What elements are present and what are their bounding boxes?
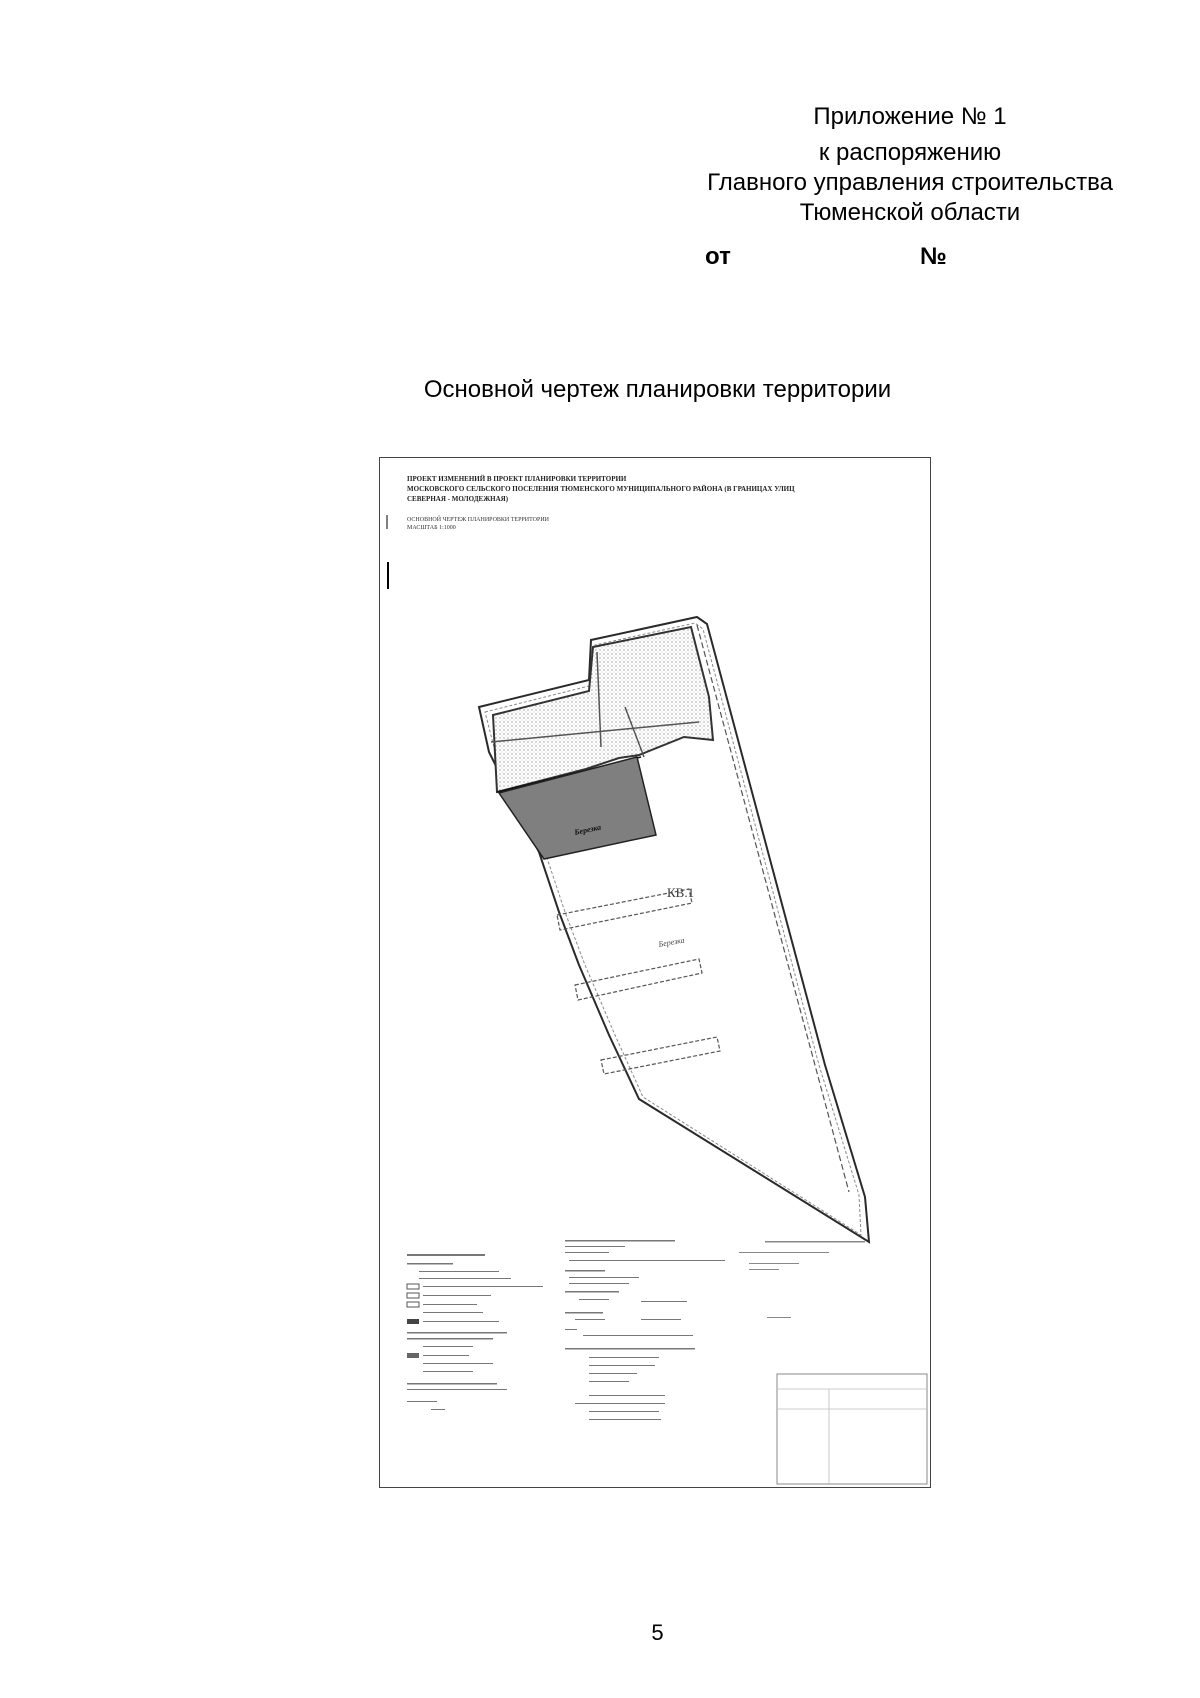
drawing-title-line2: МОСКОВСКОГО СЕЛЬСКОГО ПОСЕЛЕНИЯ ТЮМЕНСКОГО МУНИЦИПАЛЬНОГО РАЙОНА (В ГРАНИЦАХ УЛИЦ bbox=[407, 485, 795, 493]
appendix-region: Тюменской области bbox=[799, 199, 1021, 226]
appendix-number: Приложение № 1 bbox=[813, 103, 1007, 130]
date-number-line bbox=[705, 243, 945, 273]
drawing-title-line1: ПРОЕКТ ИЗМЕНЕНИЙ В ПРОЕКТ ПЛАНИРОВКИ ТЕРРИТОРИИ bbox=[407, 475, 627, 483]
zone-label: Березка bbox=[573, 822, 602, 837]
street-label: Березка bbox=[657, 935, 686, 949]
appendix-authority: Главного управления строительства bbox=[707, 169, 1113, 196]
date-label: от bbox=[705, 243, 731, 270]
block-label: КВ.1 bbox=[667, 885, 695, 900]
drawing-subtitle-line2: МАСШТАБ 1:1000 bbox=[407, 525, 456, 531]
number-label: № bbox=[920, 243, 947, 270]
appendix-order-ref: к распоряжению bbox=[818, 139, 1002, 166]
page-number: 5 bbox=[651, 1620, 664, 1645]
drawing-title-line3: СЕВЕРНАЯ - МОЛОДЕЖНАЯ) bbox=[407, 495, 509, 503]
planning-drawing bbox=[379, 457, 931, 1488]
appendix-header bbox=[650, 102, 1170, 228]
page-title: Основной чертеж планировки территории bbox=[423, 376, 892, 403]
drawing-subtitle-line1: ОСНОВНОЙ ЧЕРТЕЖ ПЛАНИРОВКИ ТЕРРИТОРИИ bbox=[407, 517, 549, 523]
